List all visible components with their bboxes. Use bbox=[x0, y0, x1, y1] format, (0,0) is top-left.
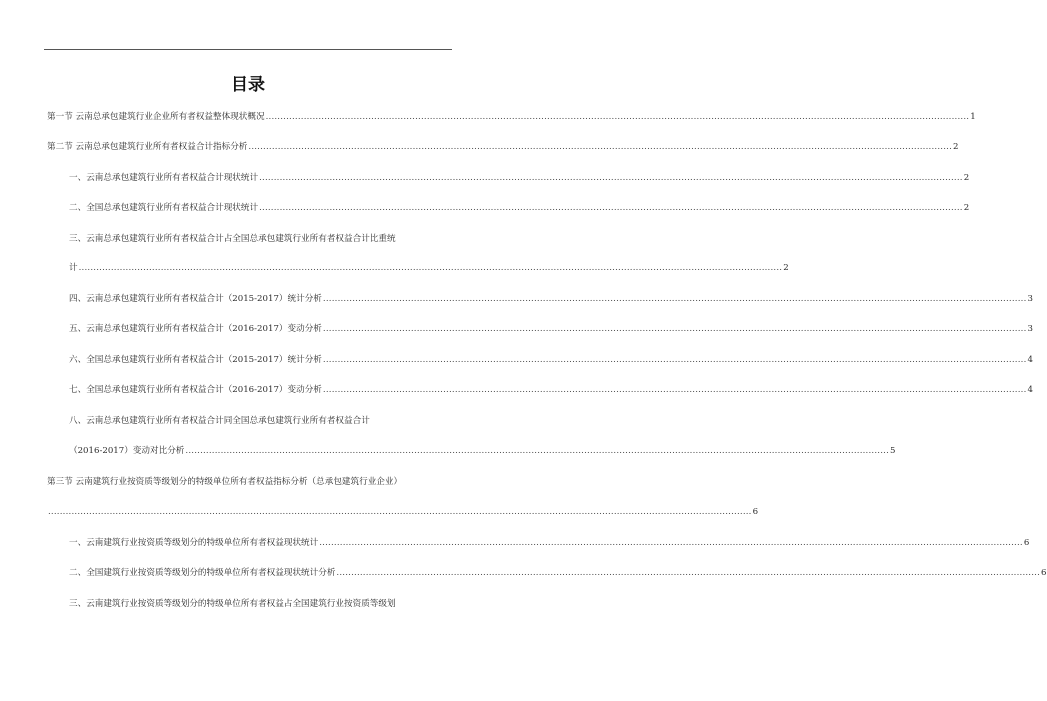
toc-entry[interactable] bbox=[69, 260, 789, 274]
toc-entry[interactable] bbox=[69, 535, 1030, 549]
toc-entry-page: 4 bbox=[1027, 355, 1033, 365]
toc-title: 目录 bbox=[231, 75, 265, 95]
toc-entry-page: 3 bbox=[1027, 294, 1033, 304]
toc-entry-text: 六、全国总承包建筑行业所有者权益合计（2015-2017）统计分析 bbox=[69, 355, 322, 365]
toc-entry-page: 1 bbox=[970, 112, 976, 122]
toc-entry[interactable] bbox=[47, 139, 959, 153]
toc-entry-page: 5 bbox=[890, 446, 896, 456]
dot-leader: ................................................................................................................................................................................................................................................ bbox=[78, 263, 783, 273]
dot-leader: ................................................................................................................................................................................................................................................ bbox=[259, 173, 963, 183]
toc-entry-page: 2 bbox=[963, 173, 970, 183]
toc-entry[interactable] bbox=[69, 291, 1033, 305]
toc-entry[interactable] bbox=[69, 565, 1047, 579]
toc-entry-page: 6 bbox=[752, 507, 759, 517]
toc-entry[interactable] bbox=[69, 443, 896, 457]
toc-entry-text: 一、云南总承包建筑行业所有者权益合计现状统计 bbox=[69, 173, 259, 183]
toc-entry[interactable] bbox=[69, 382, 1033, 396]
toc-entry-page: 6 bbox=[1041, 568, 1047, 578]
dot-leader: ................................................................................................................................................................................................................................................ bbox=[322, 355, 1027, 365]
toc-entry[interactable] bbox=[69, 352, 1033, 366]
toc-entry-text: 二、全国建筑行业按资质等级划分的特级单位所有者权益现状统计分析 bbox=[69, 568, 336, 578]
toc-entry-page: 2 bbox=[783, 263, 789, 273]
toc-entry-text-wrapped[interactable]: 八、云南总承包建筑行业所有者权益合计同全国总承包建筑行业所有者权益合计 bbox=[69, 416, 370, 426]
dot-leader: ................................................................................................................................................................................................................................................ bbox=[265, 112, 970, 122]
dot-leader: ................................................................................................................................................................................................................................................ bbox=[185, 446, 890, 456]
dot-leader: ................................................................................................................................................................................................................................................ bbox=[336, 568, 1041, 578]
toc-entry-text: （2016-2017）变动对比分析 bbox=[69, 446, 185, 456]
toc-entry[interactable] bbox=[69, 321, 1033, 335]
toc-entry-page: 4 bbox=[1027, 385, 1033, 395]
dot-leader: ................................................................................................................................................................................................................................................ bbox=[319, 538, 1023, 548]
toc-entry[interactable] bbox=[69, 200, 970, 214]
toc-entry[interactable] bbox=[47, 504, 759, 518]
toc-entry-page: 6 bbox=[1023, 538, 1030, 548]
toc-entry-text: 二、全国总承包建筑行业所有者权益合计现状统计 bbox=[69, 203, 259, 213]
toc-entry-page: 3 bbox=[1027, 324, 1033, 334]
dot-leader: ................................................................................................................................................................................................................................................ bbox=[248, 142, 952, 152]
dot-leader: ................................................................................................................................................................................................................................................ bbox=[259, 203, 963, 213]
toc-entry-text: 一、云南建筑行业按资质等级划分的特级单位所有者权益现状统计 bbox=[69, 538, 319, 548]
toc-entry-text: 计 bbox=[69, 263, 78, 273]
dot-leader: ................................................................................................................................................................................................................................................ bbox=[322, 385, 1027, 395]
toc-entry[interactable] bbox=[47, 109, 976, 123]
toc-entry-text: 四、云南总承包建筑行业所有者权益合计（2015-2017）统计分析 bbox=[69, 294, 322, 304]
toc-entry-text-wrapped[interactable]: 三、云南总承包建筑行业所有者权益合计占全国总承包建筑行业所有者权益合计比重统 bbox=[69, 234, 396, 244]
toc-entry-text: 第一节 云南总承包建筑行业企业所有者权益整体现状概况 bbox=[47, 112, 265, 122]
toc-entry-page: 2 bbox=[953, 142, 959, 152]
toc-entry-text: 七、全国总承包建筑行业所有者权益合计（2016-2017）变动分析 bbox=[69, 385, 322, 395]
dot-leader: ................................................................................................................................................................................................................................................ bbox=[48, 507, 752, 517]
toc-entry-text: 五、云南总承包建筑行业所有者权益合计（2016-2017）变动分析 bbox=[69, 324, 322, 334]
toc-entry-text-wrapped[interactable]: 三、云南建筑行业按资质等级划分的特级单位所有者权益占全国建筑行业按资质等级划 bbox=[69, 599, 396, 609]
toc-entry-text: 第二节 云南总承包建筑行业所有者权益合计指标分析 bbox=[47, 142, 248, 152]
toc-entry-text-wrapped[interactable]: 第三节 云南建筑行业按资质等级划分的特级单位所有者权益指标分析（总承包建筑行业企业） bbox=[47, 477, 403, 487]
toc-entry-page: 2 bbox=[963, 203, 970, 213]
dot-leader: ................................................................................................................................................................................................................................................ bbox=[322, 324, 1027, 334]
dot-leader: ................................................................................................................................................................................................................................................ bbox=[322, 294, 1027, 304]
header-rule bbox=[44, 49, 452, 50]
toc-entry[interactable] bbox=[69, 170, 970, 184]
